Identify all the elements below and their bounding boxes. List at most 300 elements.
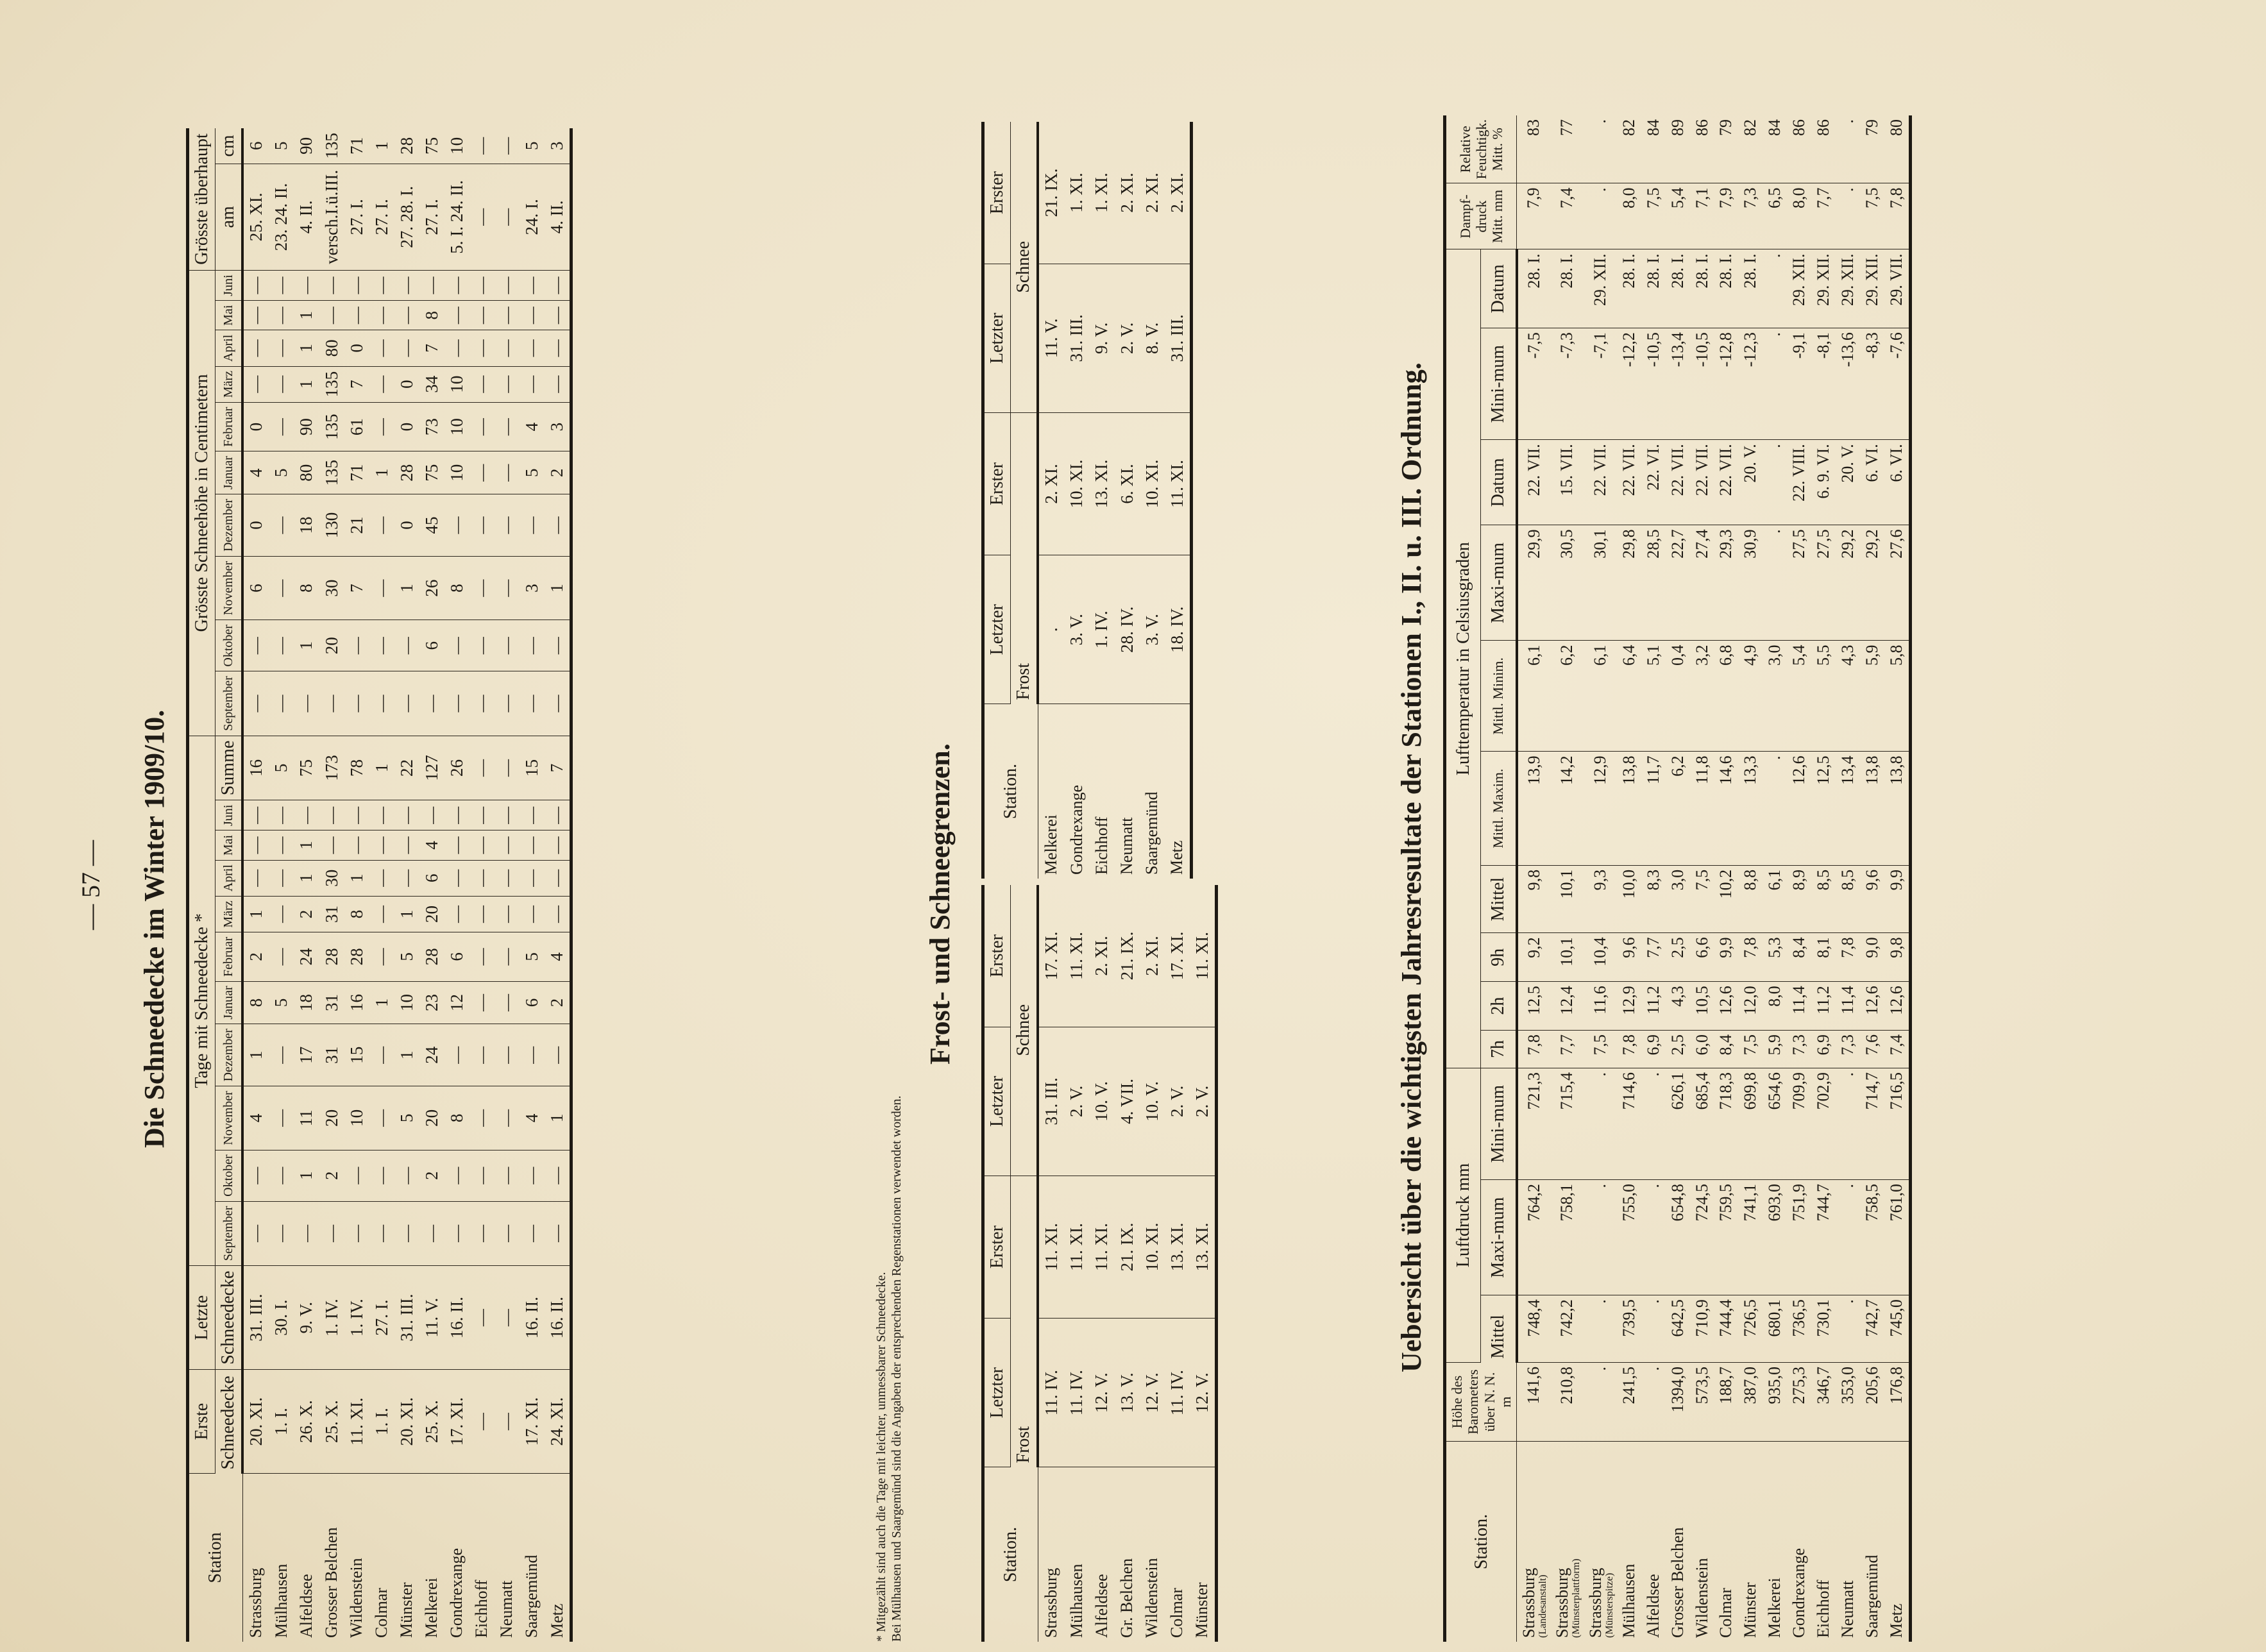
- snow-h-days-month: Dezember: [216, 1024, 243, 1086]
- annual-lmin: 654,6: [1763, 1068, 1787, 1179]
- snow-height-value: —: [520, 330, 545, 366]
- annual-dmin: 28. I.: [1617, 249, 1641, 328]
- max-height-date: —: [495, 164, 520, 270]
- annual-tm: 8,5: [1811, 865, 1836, 933]
- first-snow: 21. IX.: [1115, 885, 1140, 1027]
- snow-height-value: 4: [242, 451, 269, 494]
- snow-height-value: 7: [419, 330, 444, 366]
- annual-feucht: 83: [1517, 115, 1550, 183]
- snow-height-value: —: [469, 402, 495, 451]
- station-name: Münster: [1741, 1582, 1760, 1638]
- snow-days-value: —: [545, 1150, 571, 1201]
- snow-days-value: —: [242, 860, 269, 896]
- snow-height-value: —: [469, 671, 495, 736]
- last-snow: 11. V.: [1038, 264, 1064, 413]
- snow-days-value: —: [495, 860, 520, 896]
- annual-lm: 642,5: [1666, 1295, 1690, 1363]
- frost-h-letzter-4: Letzter: [983, 264, 1011, 413]
- snow-days-value: —: [444, 1024, 469, 1086]
- annual-tmin: -12,8: [1714, 328, 1738, 440]
- annual-t7: 8,4: [1714, 1031, 1738, 1068]
- annual-mmax: 12,6: [1787, 752, 1811, 866]
- station-name: Strassburg: [1042, 1567, 1061, 1638]
- snow-height-value: 135: [319, 451, 344, 494]
- last-snow: 31. III.: [1165, 264, 1192, 413]
- first-snow: 25. X.: [319, 1370, 344, 1474]
- snow-height-value: —: [394, 301, 419, 330]
- snow-height-value: —: [495, 402, 520, 451]
- annual-lm: .: [1584, 1295, 1617, 1363]
- snow-days-value: 31: [319, 896, 344, 932]
- annual-t7: 6,0: [1690, 1031, 1714, 1068]
- snow-height-value: —: [545, 270, 571, 300]
- annual-mmax: 12,9: [1584, 752, 1617, 866]
- snow-h-height-month: Januar: [216, 451, 243, 494]
- snow-h-height-month: November: [216, 556, 243, 620]
- station-name: Melkerei: [1765, 1578, 1784, 1638]
- snow-days-value: —: [469, 800, 495, 830]
- snow-h-days-month: Januar: [216, 981, 243, 1024]
- snow-height-value: —: [369, 402, 394, 451]
- snow-height-value: 7: [344, 366, 369, 402]
- snow-days-value: —: [319, 1201, 344, 1265]
- first-frost: 2. XI.: [1038, 412, 1064, 555]
- frost-row: [1038, 122, 1064, 879]
- annual-dampf: 7,4: [1550, 183, 1584, 249]
- snow-days-value: 1: [242, 1024, 269, 1086]
- annual-tm: 9,3: [1584, 865, 1617, 933]
- snow-row: [294, 128, 319, 1642]
- annual-hoehe: 353,0: [1836, 1363, 1860, 1442]
- annual-hoehe: 176,8: [1884, 1363, 1910, 1442]
- frost-left-block: [981, 885, 1218, 1642]
- frost-row: [1115, 885, 1140, 1642]
- annual-table: [1443, 115, 1912, 1642]
- annual-feucht: 86: [1811, 115, 1836, 183]
- snow-days-value: —: [495, 981, 520, 1024]
- snow-days-value: 6: [520, 981, 545, 1024]
- first-snow: 21. IX.: [1038, 122, 1064, 264]
- snow-footnote: [874, 1095, 904, 1642]
- annual-t9: 9,0: [1860, 933, 1884, 982]
- annual-lm: 680,1: [1763, 1295, 1787, 1363]
- annual-dampf: 8,0: [1787, 183, 1811, 249]
- snow-height-value: 26: [419, 556, 444, 620]
- annual-t9: 7,7: [1641, 933, 1666, 982]
- snow-days-value: —: [495, 1024, 520, 1086]
- frost-h-schnee-r: Schnee: [1011, 122, 1038, 412]
- annual-feucht: 82: [1617, 115, 1641, 183]
- snow-days-value: —: [495, 932, 520, 982]
- snow-days-value: —: [242, 830, 269, 860]
- station-name: Neumatt: [1838, 1580, 1857, 1638]
- max-height-cm: 90: [294, 128, 319, 164]
- snow-row: [545, 128, 571, 1642]
- annual-tmax: 27,6: [1884, 525, 1910, 641]
- snow-days-value: —: [495, 896, 520, 932]
- station-name: Strassburg: [246, 1567, 266, 1638]
- annual-h-feucht: Relative Feuchtigk. Mitt. %: [1445, 115, 1517, 183]
- last-frost: 11. IV.: [1165, 1319, 1190, 1467]
- snow-height-value: —: [545, 330, 571, 366]
- snow-h-tage: Tage mit Schneedecke *: [188, 736, 216, 1265]
- snow-h-days-month: Mai: [216, 830, 243, 860]
- annual-tmin: -13,6: [1836, 328, 1860, 440]
- station-subname: (Landesanstalt): [1537, 1574, 1549, 1638]
- snow-days-sum: 22: [394, 736, 419, 800]
- last-snow: 11. V.: [419, 1266, 444, 1370]
- snow-height-value: —: [344, 301, 369, 330]
- annual-dmax: 22. VII.: [1714, 440, 1738, 525]
- last-snow: 16. II.: [545, 1266, 571, 1370]
- first-frost: 10. XI.: [1140, 1176, 1165, 1319]
- annual-h-7: 7h: [1481, 1031, 1517, 1068]
- annual-tmax: 27,5: [1811, 525, 1836, 641]
- snow-height-value: —: [444, 330, 469, 366]
- snow-height-value: 3: [520, 556, 545, 620]
- station-name: Colmar: [372, 1588, 391, 1638]
- annual-t7: 7,5: [1584, 1031, 1617, 1068]
- annual-mmax: .: [1763, 752, 1787, 866]
- station-name: Neumatt: [497, 1580, 516, 1638]
- annual-h-datum: Datum: [1481, 440, 1517, 525]
- annual-feucht: 86: [1690, 115, 1714, 183]
- snow-height-value: 80: [294, 451, 319, 494]
- snow-height-value: —: [495, 270, 520, 300]
- snow-days-value: —: [444, 860, 469, 896]
- snow-days-value: —: [469, 981, 495, 1024]
- annual-t7: 6,9: [1641, 1031, 1666, 1068]
- snow-days-value: —: [520, 1201, 545, 1265]
- annual-h-lufttemp: Lufttemperatur in Celsiusgraden: [1445, 249, 1481, 1068]
- snow-days-value: —: [242, 1201, 269, 1265]
- annual-h-tmax: Maxi-mum: [1481, 525, 1517, 641]
- last-frost: 13. V.: [1115, 1319, 1140, 1467]
- last-snow: 31. III.: [242, 1266, 269, 1370]
- annual-t7: 7,3: [1836, 1031, 1860, 1068]
- snow-days-sum: 173: [319, 736, 344, 800]
- annual-lmax: .: [1836, 1180, 1860, 1295]
- station-name: Grosser Belchen: [322, 1527, 341, 1638]
- station-name: Alfeldsee: [1643, 1574, 1662, 1638]
- max-height-cm: 1: [369, 128, 394, 164]
- annual-mmin: 4,3: [1836, 641, 1860, 752]
- annual-t9: 7,8: [1738, 933, 1763, 982]
- station-cell: [1666, 1442, 1690, 1642]
- max-height-date: 27. I.: [344, 164, 369, 270]
- annual-dampf: .: [1584, 183, 1617, 249]
- first-frost: 13. XI.: [1165, 1176, 1190, 1319]
- snow-height-value: —: [269, 270, 294, 300]
- annual-hoehe: 346,7: [1811, 1363, 1836, 1442]
- max-height-cm: 71: [344, 128, 369, 164]
- first-snow: 24. XI.: [545, 1370, 571, 1474]
- max-height-cm: 3: [545, 128, 571, 164]
- snow-table: [186, 128, 573, 1642]
- station-cell: [1584, 1442, 1617, 1642]
- snow-days-value: 1: [394, 1024, 419, 1086]
- first-snow: 2. XI.: [1165, 122, 1192, 264]
- snow-days-value: 1: [294, 830, 319, 860]
- annual-feucht: 79: [1860, 115, 1884, 183]
- snow-days-value: —: [344, 800, 369, 830]
- station-name: Grosser Belchen: [1668, 1527, 1687, 1638]
- snow-height-value: 34: [419, 366, 444, 402]
- annual-tm: 3,0: [1666, 865, 1690, 933]
- annual-tmin: -13,4: [1666, 328, 1690, 440]
- snow-height-value: 28: [394, 451, 419, 494]
- snow-days-value: —: [319, 800, 344, 830]
- annual-t7: 7,3: [1787, 1031, 1811, 1068]
- annual-feucht: 84: [1763, 115, 1787, 183]
- first-snow: 17. XI.: [1165, 885, 1190, 1027]
- snow-height-value: —: [469, 556, 495, 620]
- snow-height-value: 0: [394, 366, 419, 402]
- first-snow: 1. I.: [269, 1370, 294, 1474]
- snow-days-value: 5: [520, 932, 545, 982]
- snow-row: [319, 128, 344, 1642]
- annual-mmin: 5,9: [1860, 641, 1884, 752]
- first-snow: 2. XI.: [1140, 885, 1165, 1027]
- snow-days-value: —: [469, 1201, 495, 1265]
- snow-height-value: 45: [419, 494, 444, 556]
- snow-height-value: 73: [419, 402, 444, 451]
- snow-days-value: —: [545, 896, 571, 932]
- annual-mmax: 11,8: [1690, 752, 1714, 866]
- snow-height-value: —: [520, 620, 545, 671]
- last-frost: 12. V.: [1089, 1319, 1114, 1467]
- snow-row: [242, 128, 269, 1642]
- annual-tmin: -8,1: [1811, 328, 1836, 440]
- annual-lmin: 685,4: [1690, 1068, 1714, 1179]
- annual-t7: 7,6: [1860, 1031, 1884, 1068]
- snow-days-value: 10: [344, 1086, 369, 1150]
- annual-t2: 4,3: [1666, 982, 1690, 1031]
- annual-tmin: -8,3: [1860, 328, 1884, 440]
- annual-dmin: 28. I.: [1666, 249, 1690, 328]
- snow-height-value: 135: [319, 402, 344, 451]
- snow-h-days-month: Oktober: [216, 1150, 243, 1201]
- snow-days-value: 24: [294, 932, 319, 982]
- annual-lmin: 702,9: [1811, 1068, 1836, 1179]
- snow-h-schneedecke-2: Schneedecke: [216, 1266, 243, 1370]
- station-name: Strassburg: [1519, 1567, 1539, 1638]
- station-name: Eichhoff: [1813, 1580, 1832, 1638]
- snow-h-height-month: Dezember: [216, 494, 243, 556]
- frost-row: [1064, 885, 1089, 1642]
- snow-days-value: —: [545, 800, 571, 830]
- annual-lmin: 699,8: [1738, 1068, 1763, 1179]
- annual-h-mmax: Mittl. Maxim.: [1481, 752, 1517, 866]
- snow-height-value: —: [444, 620, 469, 671]
- annual-tmax: 30,9: [1738, 525, 1763, 641]
- snow-days-value: —: [369, 896, 394, 932]
- snow-height-value: —: [545, 620, 571, 671]
- annual-lmax: 758,1: [1550, 1180, 1584, 1295]
- station-name: Alfeldsee: [297, 1574, 316, 1638]
- annual-block: [1443, 115, 1912, 1642]
- snow-height-value: —: [269, 620, 294, 671]
- last-snow: 1. IV.: [344, 1266, 369, 1370]
- annual-mmin: 6,1: [1517, 641, 1550, 752]
- snow-height-value: 1: [294, 301, 319, 330]
- max-height-date: versch.I.ü.III.: [319, 164, 344, 270]
- snow-days-value: 31: [319, 1024, 344, 1086]
- annual-t7: 2,5: [1666, 1031, 1690, 1068]
- annual-row: [1666, 115, 1690, 1642]
- last-frost: 12. V.: [1140, 1319, 1165, 1467]
- snow-days-value: 28: [344, 932, 369, 982]
- annual-dmin: 29. VII.: [1884, 249, 1910, 328]
- annual-row: [1884, 115, 1910, 1642]
- annual-lmin: 716,5: [1884, 1068, 1910, 1179]
- station-name: Neumatt: [1117, 817, 1137, 875]
- annual-row: [1517, 115, 1550, 1642]
- snow-days-value: —: [369, 932, 394, 982]
- snow-days-value: 8: [444, 1086, 469, 1150]
- snow-days-value: 28: [419, 932, 444, 982]
- snow-days-value: —: [545, 830, 571, 860]
- annual-dmin: 28. I.: [1641, 249, 1666, 328]
- snow-height-value: —: [242, 301, 269, 330]
- annual-tmin: -7,3: [1550, 328, 1584, 440]
- annual-t7: 7,8: [1617, 1031, 1641, 1068]
- first-frost: 13. XI.: [1089, 412, 1114, 555]
- annual-lmin: 714,7: [1860, 1068, 1884, 1179]
- max-height-date: 5. I. 24. II.: [444, 164, 469, 270]
- annual-lmin: .: [1584, 1068, 1617, 1179]
- snow-days-value: —: [369, 1086, 394, 1150]
- annual-dmin: 29. XII.: [1787, 249, 1811, 328]
- last-frost: 1. IV.: [1089, 555, 1114, 704]
- annual-mmin: 5,8: [1884, 641, 1910, 752]
- annual-hoehe: 210,8: [1550, 1363, 1584, 1442]
- snow-days-value: 1: [242, 896, 269, 932]
- annual-tmin: -7,5: [1517, 328, 1550, 440]
- frost-h-erster-3: Erster: [983, 412, 1011, 555]
- snow-days-value: 20: [419, 1086, 444, 1150]
- max-height-cm: 5: [269, 128, 294, 164]
- last-frost: 3. V.: [1140, 555, 1165, 704]
- annual-lm: 745,0: [1884, 1295, 1910, 1363]
- max-height-cm: 135: [319, 128, 344, 164]
- station-cell: [1617, 1442, 1641, 1642]
- snow-height-value: —: [269, 366, 294, 402]
- station-name: Wildenstein: [347, 1558, 366, 1638]
- station-name: Gondrexange: [1789, 1547, 1809, 1638]
- snow-days-value: —: [444, 830, 469, 860]
- snow-days-value: —: [444, 1201, 469, 1265]
- snow-h-cm: cm: [216, 128, 243, 164]
- annual-feucht: 89: [1666, 115, 1690, 183]
- station-subname: (Münsterspitze): [1603, 1572, 1615, 1638]
- frost-row: [1140, 122, 1165, 879]
- snow-height-value: —: [369, 270, 394, 300]
- last-frost: 12. V.: [1190, 1319, 1217, 1467]
- snow-height-value: —: [469, 366, 495, 402]
- snow-days-value: —: [369, 860, 394, 896]
- snow-height-value: —: [495, 366, 520, 402]
- frost-h-frost-r: Frost: [1011, 412, 1038, 704]
- snow-height-value: —: [545, 301, 571, 330]
- first-frost: 10. XI.: [1064, 412, 1089, 555]
- last-snow: —: [495, 1266, 520, 1370]
- first-snow: —: [469, 1370, 495, 1474]
- first-snow: 11. XI.: [344, 1370, 369, 1474]
- snow-h-days-month: April: [216, 860, 243, 896]
- snow-days-value: 18: [294, 981, 319, 1024]
- station-cell: [1550, 1442, 1584, 1642]
- snow-days-value: 4: [419, 830, 444, 860]
- annual-mmin: 0,4: [1666, 641, 1690, 752]
- annual-mmax: 11,7: [1641, 752, 1666, 866]
- snow-days-value: —: [269, 1201, 294, 1265]
- annual-lm: 726,5: [1738, 1295, 1763, 1363]
- snow-height-value: 8: [444, 556, 469, 620]
- station-subname: (Münsterplattform): [1570, 1558, 1582, 1638]
- snow-height-value: —: [520, 671, 545, 736]
- annual-dampf: 7,8: [1884, 183, 1910, 249]
- annual-h-luftdruck: Luftdruck mm: [1445, 1068, 1481, 1362]
- snow-h-height-month: April: [216, 330, 243, 366]
- annual-dmax: 20. V.: [1738, 440, 1763, 525]
- snow-height-value: —: [495, 330, 520, 366]
- snow-h-days-month: März: [216, 896, 243, 932]
- station-name: Saargemünd: [1142, 791, 1162, 875]
- annual-mmin: 5,5: [1811, 641, 1836, 752]
- snow-days-value: —: [269, 860, 294, 896]
- snow-days-value: —: [394, 830, 419, 860]
- last-snow: 31. III.: [1038, 1027, 1064, 1176]
- annual-lmax: 758,5: [1860, 1180, 1884, 1295]
- annual-dampf: 7,3: [1738, 183, 1763, 249]
- last-snow: —: [469, 1266, 495, 1370]
- snow-height-value: —: [520, 270, 545, 300]
- annual-tmin: -7,6: [1884, 328, 1910, 440]
- annual-t2: 11,2: [1641, 982, 1666, 1031]
- snow-height-value: —: [269, 301, 294, 330]
- annual-title: Uebersicht über die wichtigsten Jahresresultate der Stationen I., II. u. III. Ordnung.: [1396, 362, 1427, 1372]
- snow-height-value: —: [269, 494, 294, 556]
- snow-days-value: —: [394, 1201, 419, 1265]
- annual-tmax: 28,5: [1641, 525, 1666, 641]
- annual-t2: 12,6: [1884, 982, 1910, 1031]
- frost-row: [1190, 885, 1217, 1642]
- annual-t2: 11,4: [1836, 982, 1860, 1031]
- last-snow: 2. V.: [1115, 264, 1140, 413]
- last-frost: 3. V.: [1064, 555, 1089, 704]
- snow-h-erste: Erste: [188, 1370, 216, 1474]
- snow-height-value: 18: [294, 494, 319, 556]
- annual-lmin: 626,1: [1666, 1068, 1690, 1179]
- annual-lm: 739,5: [1617, 1295, 1641, 1363]
- annual-tmax: 27,5: [1787, 525, 1811, 641]
- snow-height-value: —: [520, 366, 545, 402]
- annual-dmin: 29. XII.: [1860, 249, 1884, 328]
- snow-days-value: —: [294, 800, 319, 830]
- annual-lmin: .: [1836, 1068, 1860, 1179]
- annual-t2: 11,2: [1811, 982, 1836, 1031]
- snow-height-value: —: [394, 270, 419, 300]
- annual-lmax: 693,0: [1763, 1180, 1787, 1295]
- annual-lmax: 755,0: [1617, 1180, 1641, 1295]
- snow-days-value: —: [242, 1150, 269, 1201]
- snow-height-value: 2: [545, 451, 571, 494]
- annual-lm: 748,4: [1517, 1295, 1550, 1363]
- snow-days-value: —: [444, 896, 469, 932]
- snow-days-value: 1: [294, 1150, 319, 1201]
- snow-days-value: —: [369, 830, 394, 860]
